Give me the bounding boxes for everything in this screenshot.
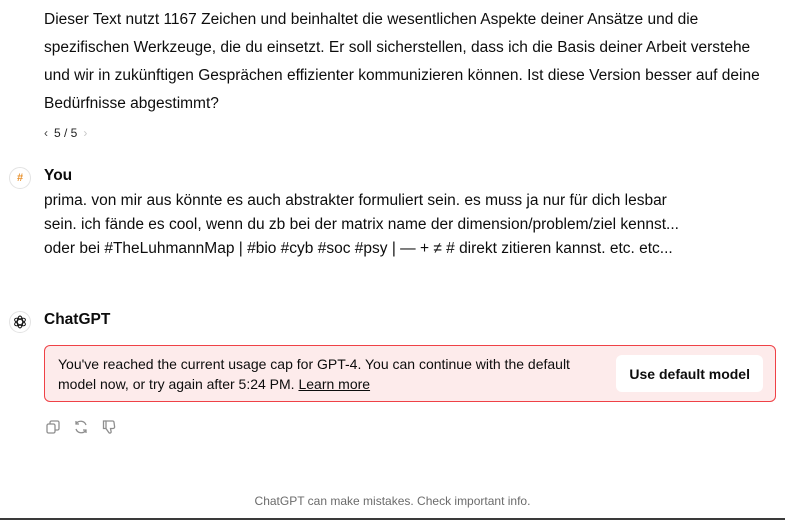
- user-message-line: sein. ich fände es cool, wenn du zb bei der matrix name der dimension/problem/ziel kennst...: [44, 216, 679, 233]
- usage-cap-alert: [44, 345, 776, 402]
- user-author-name: You: [44, 167, 73, 184]
- previous-assistant-message: Dieser Text nutzt 1167 Zeichen und beinhaltet die wesentlichen Aspekte deiner Ansätze und die spezifischen Werkzeuge, die du einsetzt. Er soll sicherstellen, dass ich die Basis deiner Arbeit verstehe und wir in zukünftigen Gesprächen effizienter kommunizieren können. Ist diese Version besser auf deine Bedürfnisse abgestimmt?: [44, 11, 760, 112]
- regenerate-icon[interactable]: [72, 418, 90, 436]
- response-pager: [44, 125, 87, 141]
- user-avatar: #: [9, 167, 31, 189]
- thumbs-down-icon[interactable]: [100, 418, 118, 436]
- message-actions: [44, 418, 118, 436]
- use-default-model-button[interactable]: Use default model: [616, 355, 763, 392]
- user-message-line: prima. von mir aus könnte es auch abstrakter formuliert sein. es muss ja nur für dich lesbar: [44, 192, 667, 209]
- copy-icon[interactable]: [44, 418, 62, 436]
- usage-cap-text: [58, 354, 578, 394]
- openai-logo-icon: [12, 314, 28, 330]
- usage-cap-message: You've reached the current usage cap for GPT-4. You can continue with the default model now, or try again after 5:24 PM.: [58, 356, 570, 392]
- pager-label: 5 / 5: [54, 126, 78, 140]
- chevron-right-icon[interactable]: ›: [83, 126, 88, 140]
- disclaimer-text: ChatGPT can make mistakes. Check important info.: [254, 494, 531, 508]
- chevron-left-icon[interactable]: ‹: [44, 126, 48, 140]
- user-message: [44, 189, 744, 261]
- assistant-avatar: [9, 311, 31, 333]
- user-message-line: oder bei #TheLuhmannMap | #bio #cyb #soc #psy | — + ≠ # direkt zitieren kannst. etc. etc...: [44, 240, 673, 257]
- learn-more-link[interactable]: Learn more: [298, 376, 371, 392]
- assistant-author-name: ChatGPT: [44, 311, 111, 328]
